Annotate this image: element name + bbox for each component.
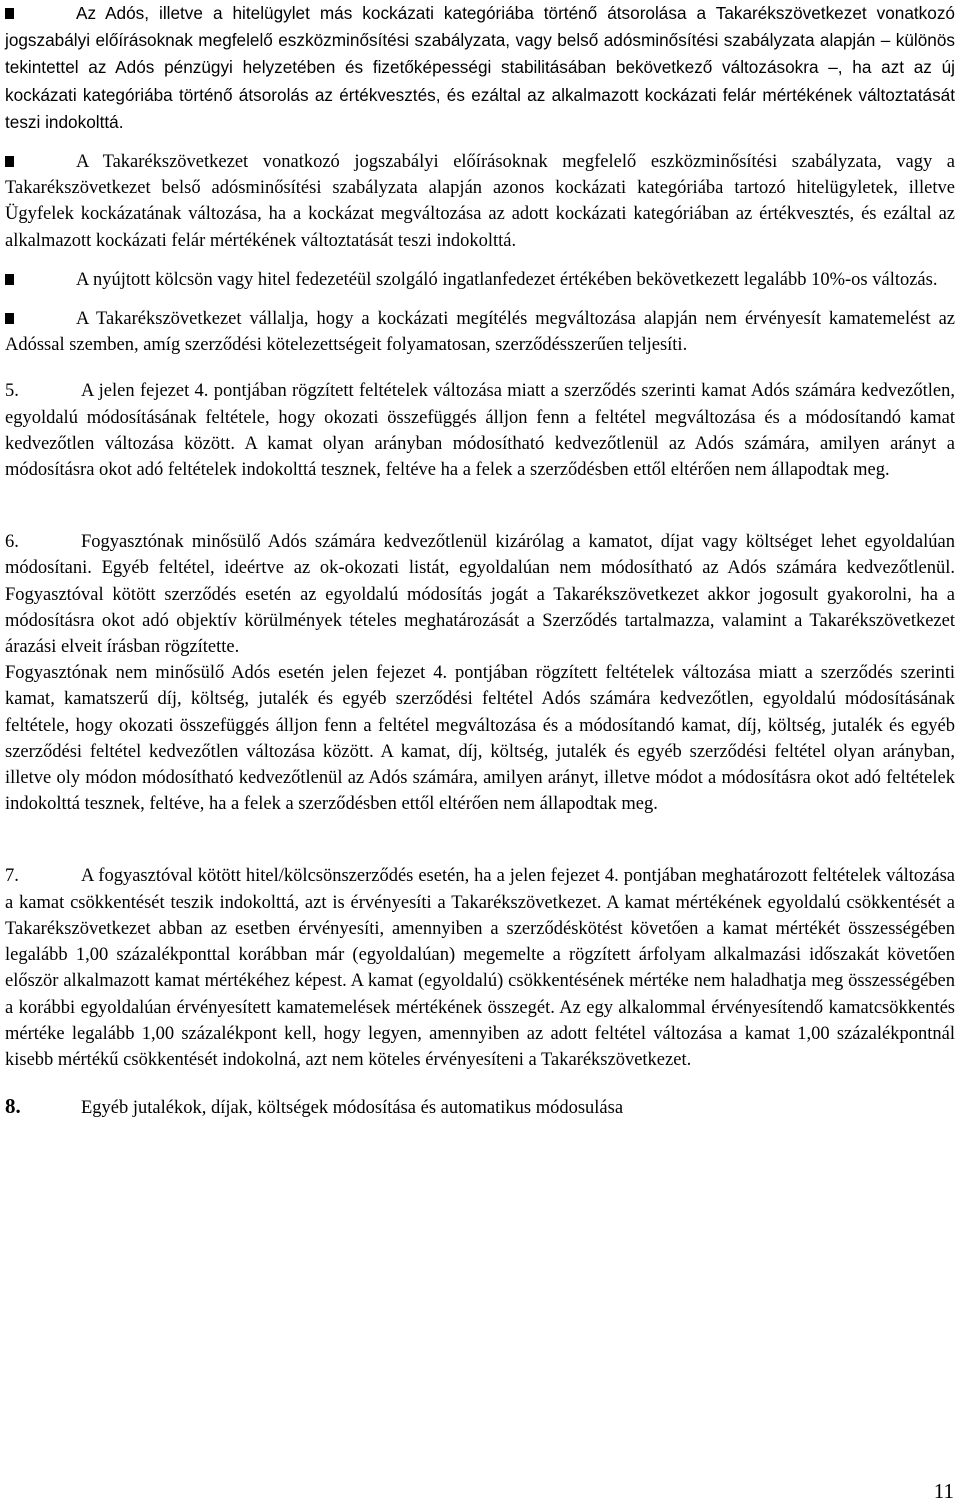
square-bullet-icon bbox=[5, 8, 14, 19]
bullet-paragraph-1 bbox=[5, 0, 955, 136]
page-number: 11 bbox=[933, 1479, 954, 1503]
section-heading-text: Egyéb jutalékok, díjak, költségek módosítása és automatikus módosulása bbox=[81, 1098, 624, 1119]
paragraph-text: Az Adós, illetve a hitelügylet más kockázati kategóriába történő átsorolása a Takarékszövetkezet vonatkozó jogszabályi előírásoknak megfelelő eszközminősítési szabályzata, vagy belső adósminősítési szabályzata alapján – különös tekintettel az Adós pénzügyi helyzetében és fizetőképességi stabilitásában bekövetkező változásokra –, ha azt az új kockázati kategóriába történő átsorolás az értékvesztés, és ezáltal az alkalmazott kockázati felár mértékének változtatását teszi indokolttá. bbox=[5, 3, 955, 132]
section-number: 5. bbox=[5, 381, 19, 402]
bullet-paragraph-4 bbox=[5, 306, 955, 358]
section-8-heading bbox=[5, 1093, 955, 1121]
section-6-paragraph-2: Fogyasztónak nem minősülő Adós esetén jelen fejezet 4. pontjában rögzített feltételek változása miatt a szerződés szerinti kamat, kamatszerű díj, költség, jutalék és egyéb szerződési feltétel Adós számára kedvezőtlen, egyoldalú módosításának feltétele, hogy okozati összefüggés álljon fenn a feltétel megváltozása és a módosítandó kamat, díj, költség, jutalék és egyéb szerződési feltétel kedvezőtlen változása között. A kamat, díj, költség, jutalék és egyéb szerződési feltétel olyan arányban, illetve oly módon módosítható kedvezőtlenül az Adós számára, amilyen arányt, illetve módot a módosításra okot adó feltételek indokolttá tesznek, feltéve, ha a felek a szerződésben ettől eltérően nem állapodtak meg. bbox=[5, 663, 955, 815]
section-number: 8. bbox=[5, 1094, 21, 1119]
paragraph-text: A Takarékszövetkezet vállalja, hogy a kockázati megítélés megváltozása alapján nem érvényesít kamatemelést az Adóssal szemben, amíg szerződési kötelezettségeit folyamatosan, szerződésszerűen teljesíti. bbox=[5, 309, 955, 356]
section-6 bbox=[5, 529, 955, 660]
bullet-paragraph-2 bbox=[5, 149, 955, 254]
document-page bbox=[5, 0, 955, 1121]
section-7 bbox=[5, 863, 955, 1073]
section-text: A fogyasztóval kötött hitel/kölcsönszerződés esetén, ha a jelen fejezet 4. pontjában meghatározott feltételek változása a kamat csökkentését teszik indokolttá, azt is érvényesíti a Takarékszövetkezet. A kamat mértékének egyoldalú csökkentését a Takarékszövetkezet abban az esetben érvényesíti, amennyiben a szerződéskötést követően a kamat mértékét összességében legalább 1,00 százalékponttal korábban már (egyoldalúan) megemelte a rögzített árfolyam alkalmazási időszakát követően először alkalmazott kamat mértékéhez képest. A kamat (egyoldalú) csökkentésének mértéke nem haladhatja meg összességében a korábbi egyoldalúan érvényesített kamatemelések mértékének összegét. Az egy alkalommal érvényesítendő kamatcsökkentés mértéke legalább 1,00 százalékpont kell, hogy legyen, amennyiben az adott feltétel változása a kamat 1,00 százalékpontnál kisebb mértékű csökkentését indokolná, azt nem köteles érvényesíteni a Takarékszövetkezet. bbox=[5, 866, 955, 1070]
section-number: 6. bbox=[5, 532, 19, 553]
section-text: Fogyasztónak minősülő Adós számára kedvezőtlenül kizárólag a kamatot, díjat vagy költséget lehet egyoldalúan módosítani. Egyéb feltétel, ideértve az ok-okozati listát, egyoldalúan nem módosítható az Adós számára kedvezőtlenül. Fogyasztóval kötött szerződés esetén az egyoldalú módosítás jogát a Takarékszövetkezet akkor jogosult gyakorolni, ha a módosításra okot adó objektív körülmények tételes meghatározását a Szerződés tartalmazza, valamint a Takarékszövetkezet árazási elveit írásban rögzítette. bbox=[5, 532, 955, 658]
paragraph-text: A Takarékszövetkezet vonatkozó jogszabályi előírásoknak megfelelő eszközminősítési szabályzata, vagy a Takarékszövetkezet belső adósminősítési szabályzata alapján azonos kockázati kategóriába tartozó hitelügyletek, illetve Ügyfelek kockázatának változása, ha a kockázat megváltozása az adott kockázati kategóriában az értékvesztés, és ezáltal az alkalmazott kockázati felár mértékének változtatását teszi indokolttá. bbox=[5, 152, 955, 251]
square-bullet-icon bbox=[5, 274, 14, 285]
section-number: 7. bbox=[5, 866, 19, 887]
section-5 bbox=[5, 378, 955, 483]
paragraph-text: A nyújtott kölcsön vagy hitel fedezetéül szolgáló ingatlanfedezet értékében bekövetkezett legalább 10%-os változás. bbox=[76, 269, 938, 290]
bullet-paragraph-3 bbox=[5, 267, 955, 293]
section-text: A jelen fejezet 4. pontjában rögzített feltételek változása miatt a szerződés szerinti kamat Adós számára kedvezőtlen, egyoldalú módosításának feltétele, hogy okozati összefüggés álljon fenn a feltétel megváltozása és a módosítandó kamat kedvezőtlen változása között. A kamat olyan arányban módosítható kedvezőtlenül az Adós számára, amilyen arányt a módosításra okot adó feltételek indokolttá tesznek, feltéve ha a felek a szerződésben ettől eltérően nem állapodtak meg. bbox=[5, 381, 955, 481]
square-bullet-icon bbox=[5, 156, 14, 167]
square-bullet-icon bbox=[5, 313, 14, 324]
